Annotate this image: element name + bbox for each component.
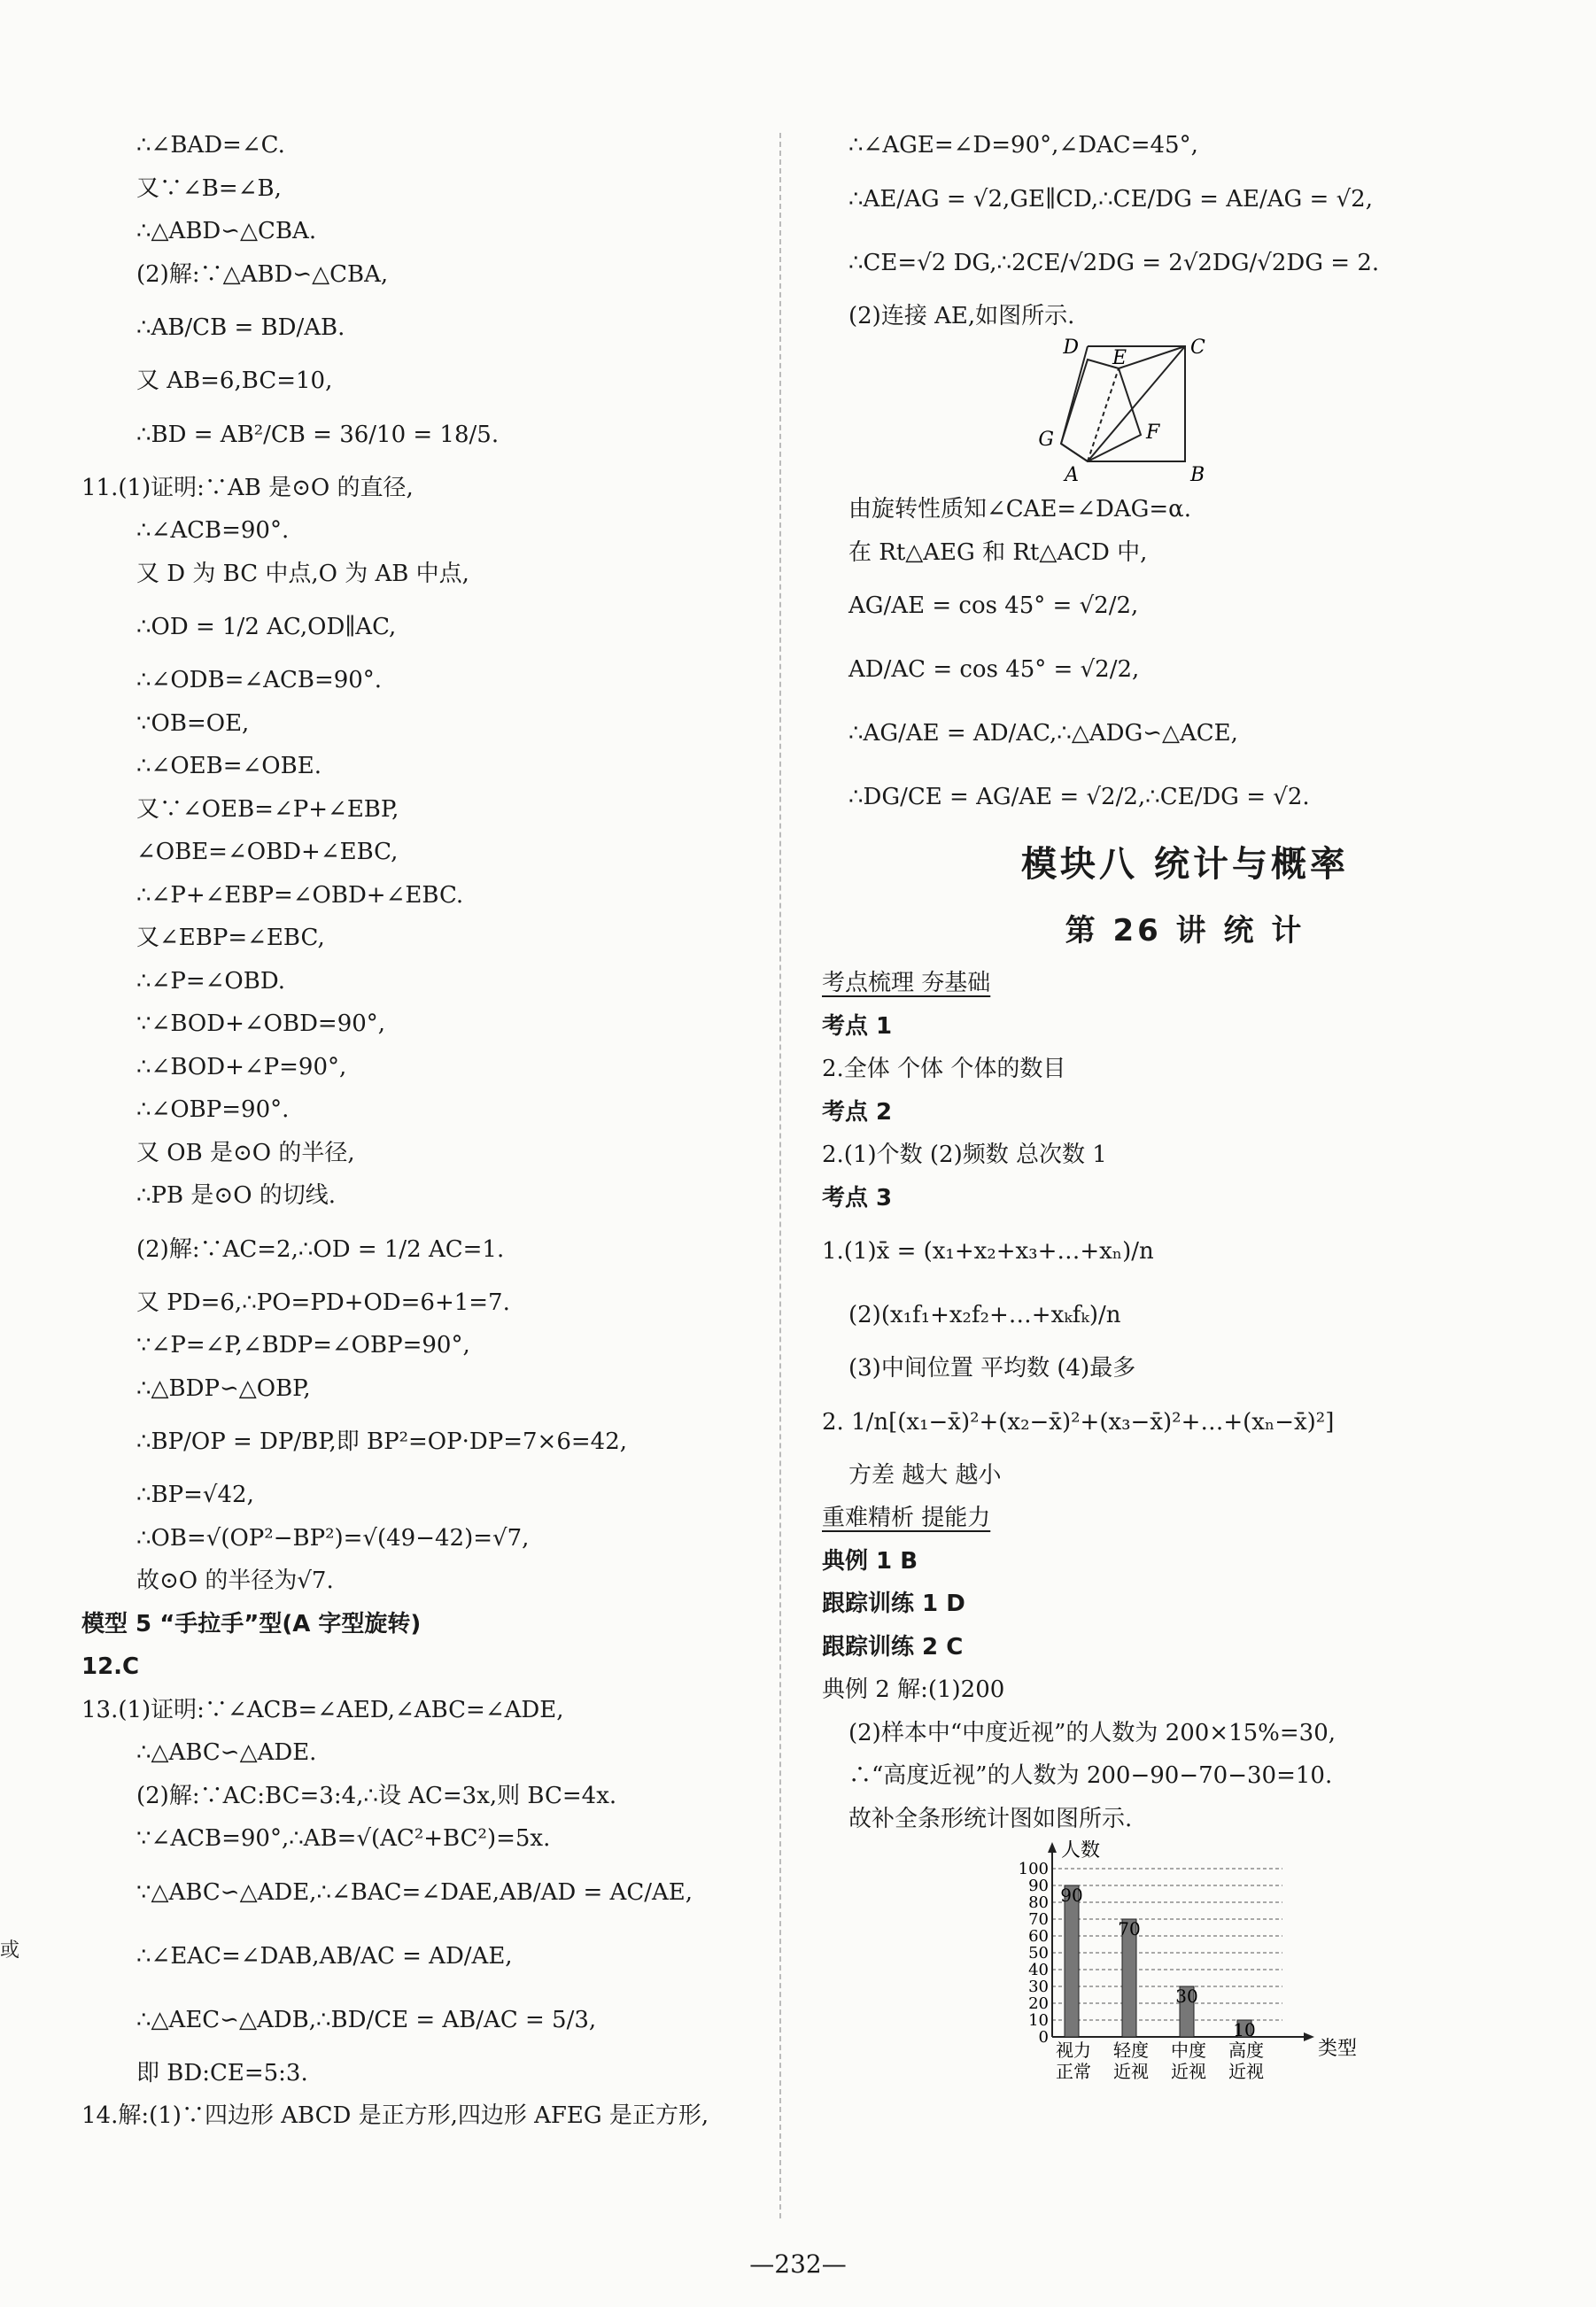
y-tick-label: 50 [1028,1944,1049,1962]
x-tick-label: 高度 [1228,2040,1264,2061]
formula-line: 1.(1)x̄ = (x₁+x₂+x₃+…+xₙ)/n [822,1238,1154,1265]
text-line: ∴∠OBP=90°. [136,1096,290,1123]
formula-line: ∴BP/OP = DP/BP,即 BP²=OP·DP=7×6=42, [136,1428,627,1455]
label-a: A [1065,464,1079,486]
text-line: ∴∠ACB=90°. [136,517,290,544]
formula-line: ∴AE/AG = √2,GE∥CD,∴CE/DG = AE/AG = √2, [848,185,1373,213]
module-title: 模块八 统计与概率 [1021,844,1349,885]
x-tick-label: 中度 [1171,2040,1206,2061]
exam-point-label: 考点 3 [822,1184,893,1212]
text-line: ∵OB=OE, [136,709,250,737]
text-line: ∴∠BAD=∠C. [136,132,285,159]
text-line: 2.全体 个体 个体的数目 [822,1056,1066,1082]
y-tick-label: 0 [1038,2028,1049,2047]
label-e: E [1112,347,1127,369]
label-c: C [1190,337,1205,359]
x-axis-label: 类型 [1318,2038,1358,2060]
bar [1065,1885,1079,2037]
y-tick-label: 70 [1028,1910,1049,1929]
label-g: G [1038,429,1054,451]
square-rotation-figure [822,337,1548,488]
x-tick-label: 近视 [1171,2061,1206,2082]
text-line: 故⊙O 的半径为√7. [136,1568,334,1594]
formula-line: ∴AG/AE = AD/AC,∴△ADG∽△ACE, [848,720,1238,747]
y-tick-label: 80 [1028,1893,1049,1912]
x-tick-label: 正常 [1056,2061,1091,2082]
formula-line: ∴∠EAC=∠DAB,AB/AC = AD/AE, [136,1942,513,1970]
lecture-title: 第 26 讲 统 计 [1065,913,1305,948]
text-line: 又∵∠B=∠B, [136,174,282,202]
y-tick-label: 90 [1028,1877,1049,1895]
text-line: (3)中间位置 平均数 (4)最多 [848,1355,1136,1382]
text-line: ∠OBE=∠OBD+∠EBC, [136,839,399,865]
exam-point-label: 考点 2 [822,1098,893,1126]
formula-line: (2)解:∵AC=2,∴OD = 1/2 AC=1. [136,1235,505,1263]
text-line: ∴△BDP∽△OBP, [136,1374,311,1402]
exam-point-label: 考点 1 [822,1012,893,1040]
problem-12-answer: 12.C [81,1653,140,1680]
example-answer: 典例 1 B [822,1547,918,1575]
text-line: 在 Rt△AEG 和 Rt△ACD 中, [848,538,1148,566]
data-label: 30 [1175,1986,1198,2007]
right-column [822,124,1548,2088]
left-column [55,124,781,2138]
text-line: 即 BD:CE=5:3. [136,2059,308,2086]
y-tick-label: 10 [1028,2011,1049,2030]
text-line: 又 PD=6,∴PO=PD+OD=6+1=7. [136,1289,510,1316]
label-b: B [1190,464,1205,486]
data-label: 70 [1118,1918,1141,1939]
problem-13-header: 13.(1)证明:∵∠ACB=∠AED,∠ABC=∠ADE, [81,1696,564,1723]
text-line: 故补全条形统计图如图所示. [848,1805,1133,1832]
x-tick-label: 近视 [1228,2061,1264,2082]
bar-chart-svg [822,1840,1548,2088]
text-line: (2)解:∵AC:BC=3:4,∴设 AC=3x,则 BC=4x. [136,1782,617,1809]
text-line: ∴△ABD∽△CBA. [136,218,317,244]
label-d: D [1063,337,1079,359]
text-line: ∴PB 是⊙O 的切线. [136,1182,337,1209]
x-tick-label: 近视 [1113,2061,1149,2082]
y-axis-label: 人数 [1061,1840,1101,1862]
formula-line: ∵△ABC∽△ADE,∴∠BAC=∠DAE,AB/AD = AC/AE, [136,1878,693,1906]
practice-answer: 跟踪训练 1 D [822,1591,965,1617]
text-line: ∴∠OEB=∠OBE. [136,753,322,779]
text-line: 又 D 为 BC 中点,O 为 AB 中点, [136,560,469,587]
text-line: ∴∠P=∠OBD. [136,967,285,995]
text-line: ∵∠P=∠P,∠BDP=∠OBP=90°, [136,1332,470,1359]
formula-line: ∴DG/CE = AG/AE = √2/2,∴CE/DG = √2. [848,784,1310,810]
bar-chart [822,1840,1548,2088]
text-line: ∴OB=√(OP²−BP²)=√(49−42)=√7, [136,1524,530,1552]
text-line: (2)解:∵△ABD∽△CBA, [136,260,389,288]
practice-answer: 跟踪训练 2 C [822,1633,964,1661]
text-line: ∴∠P+∠EBP=∠OBD+∠EBC. [136,881,464,909]
y-tick-label: 40 [1028,1961,1049,1979]
text-line: 又∠EBP=∠EBC, [136,925,325,951]
formula-line: ∴BD = AB²/CB = 36/10 = 18/5. [136,421,500,448]
text-line: ∴∠BOD+∠P=90°, [136,1053,347,1080]
text-line: 典例 2 解:(1)200 [822,1676,1005,1703]
text-line: ∵∠ACB=90°,∴AB=√(AC²+BC²)=5x. [136,1825,551,1852]
y-tick-label: 60 [1028,1927,1049,1946]
section-heading: 考点梳理 夯基础 [822,970,991,996]
text-line: 又∵∠OEB=∠P+∠EBP, [136,795,399,823]
formula-line: ∴△AEC∽△ADB,∴BD/CE = AB/AC = 5/3, [136,2006,597,2033]
text-line: 又 AB=6,BC=10, [136,368,333,394]
formula-line: 2. 1/n[(x₁−x̄)²+(x₂−x̄)²+(x₃−x̄)²+…+(xₙ−x̄)²] [822,1408,1335,1436]
text-line: ∴BP=√42, [136,1482,254,1508]
problem-14-header: 14.解:(1)∵四边形 ABCD 是正方形,四边形 AFEG 是正方形, [81,2102,709,2129]
text-line: ∴“高度近视”的人数为 200−90−70−30=10. [848,1762,1333,1789]
text-line: ∴△ABC∽△ADE. [136,1739,317,1766]
text-line: (2)连接 AE,如图所示. [848,302,1075,329]
text-line: ∴∠AGE=∠D=90°,∠DAC=45°, [848,132,1198,159]
margin-fragment: 或 [0,1939,20,1962]
y-tick-label: 100 [1018,1860,1049,1878]
text-line: 又 OB 是⊙O 的半径, [136,1139,355,1166]
formula-line: ∴OD = 1/2 AC,OD∥AC, [136,614,397,640]
label-f: F [1146,422,1160,444]
data-label: 90 [1060,1885,1083,1906]
model-heading: 模型 5 “手拉手”型(A 字型旋转) [81,1610,422,1637]
geometry-diagram [822,337,1548,488]
x-axis-arrow [1304,2032,1314,2041]
text-line: 由旋转性质知∠CAE=∠DAG=α. [848,496,1192,523]
text-line: ∴∠ODB=∠ACB=90°. [136,667,383,693]
text-line: (2)样本中“中度近视”的人数为 200×15%=30, [848,1719,1336,1746]
text-line: ∵∠BOD+∠OBD=90°, [136,1010,386,1037]
x-tick-label: 视力 [1056,2040,1091,2061]
y-axis-arrow [1048,1842,1057,1853]
y-tick-label: 20 [1028,1994,1049,2013]
data-label: 10 [1233,2019,1256,2040]
formula-line: (2)(x₁f₁+x₂f₂+…+xₖfₖ)/n [848,1302,1121,1328]
page-number: —232— [749,2249,847,2279]
formula-line: AD/AC = cos 45° = √2/2, [848,656,1140,683]
text-line: 方差 越大 越小 [848,1461,1002,1489]
x-tick-label: 轻度 [1113,2040,1149,2061]
formula-line: ∴CE=√2 DG,∴2CE/√2DG = 2√2DG/√2DG = 2. [848,249,1380,276]
problem-11-header: 11.(1)证明:∵AB 是⊙O 的直径, [81,474,414,501]
y-tick-label: 30 [1028,1978,1049,1996]
formula-line: ∴AB/CB = BD/AB. [136,314,345,341]
formula-line: AG/AE = cos 45° = √2/2, [848,592,1139,619]
section-heading: 重难精析 提能力 [822,1505,991,1531]
text-line: 2.(1)个数 (2)频数 总次数 1 [822,1142,1107,1168]
